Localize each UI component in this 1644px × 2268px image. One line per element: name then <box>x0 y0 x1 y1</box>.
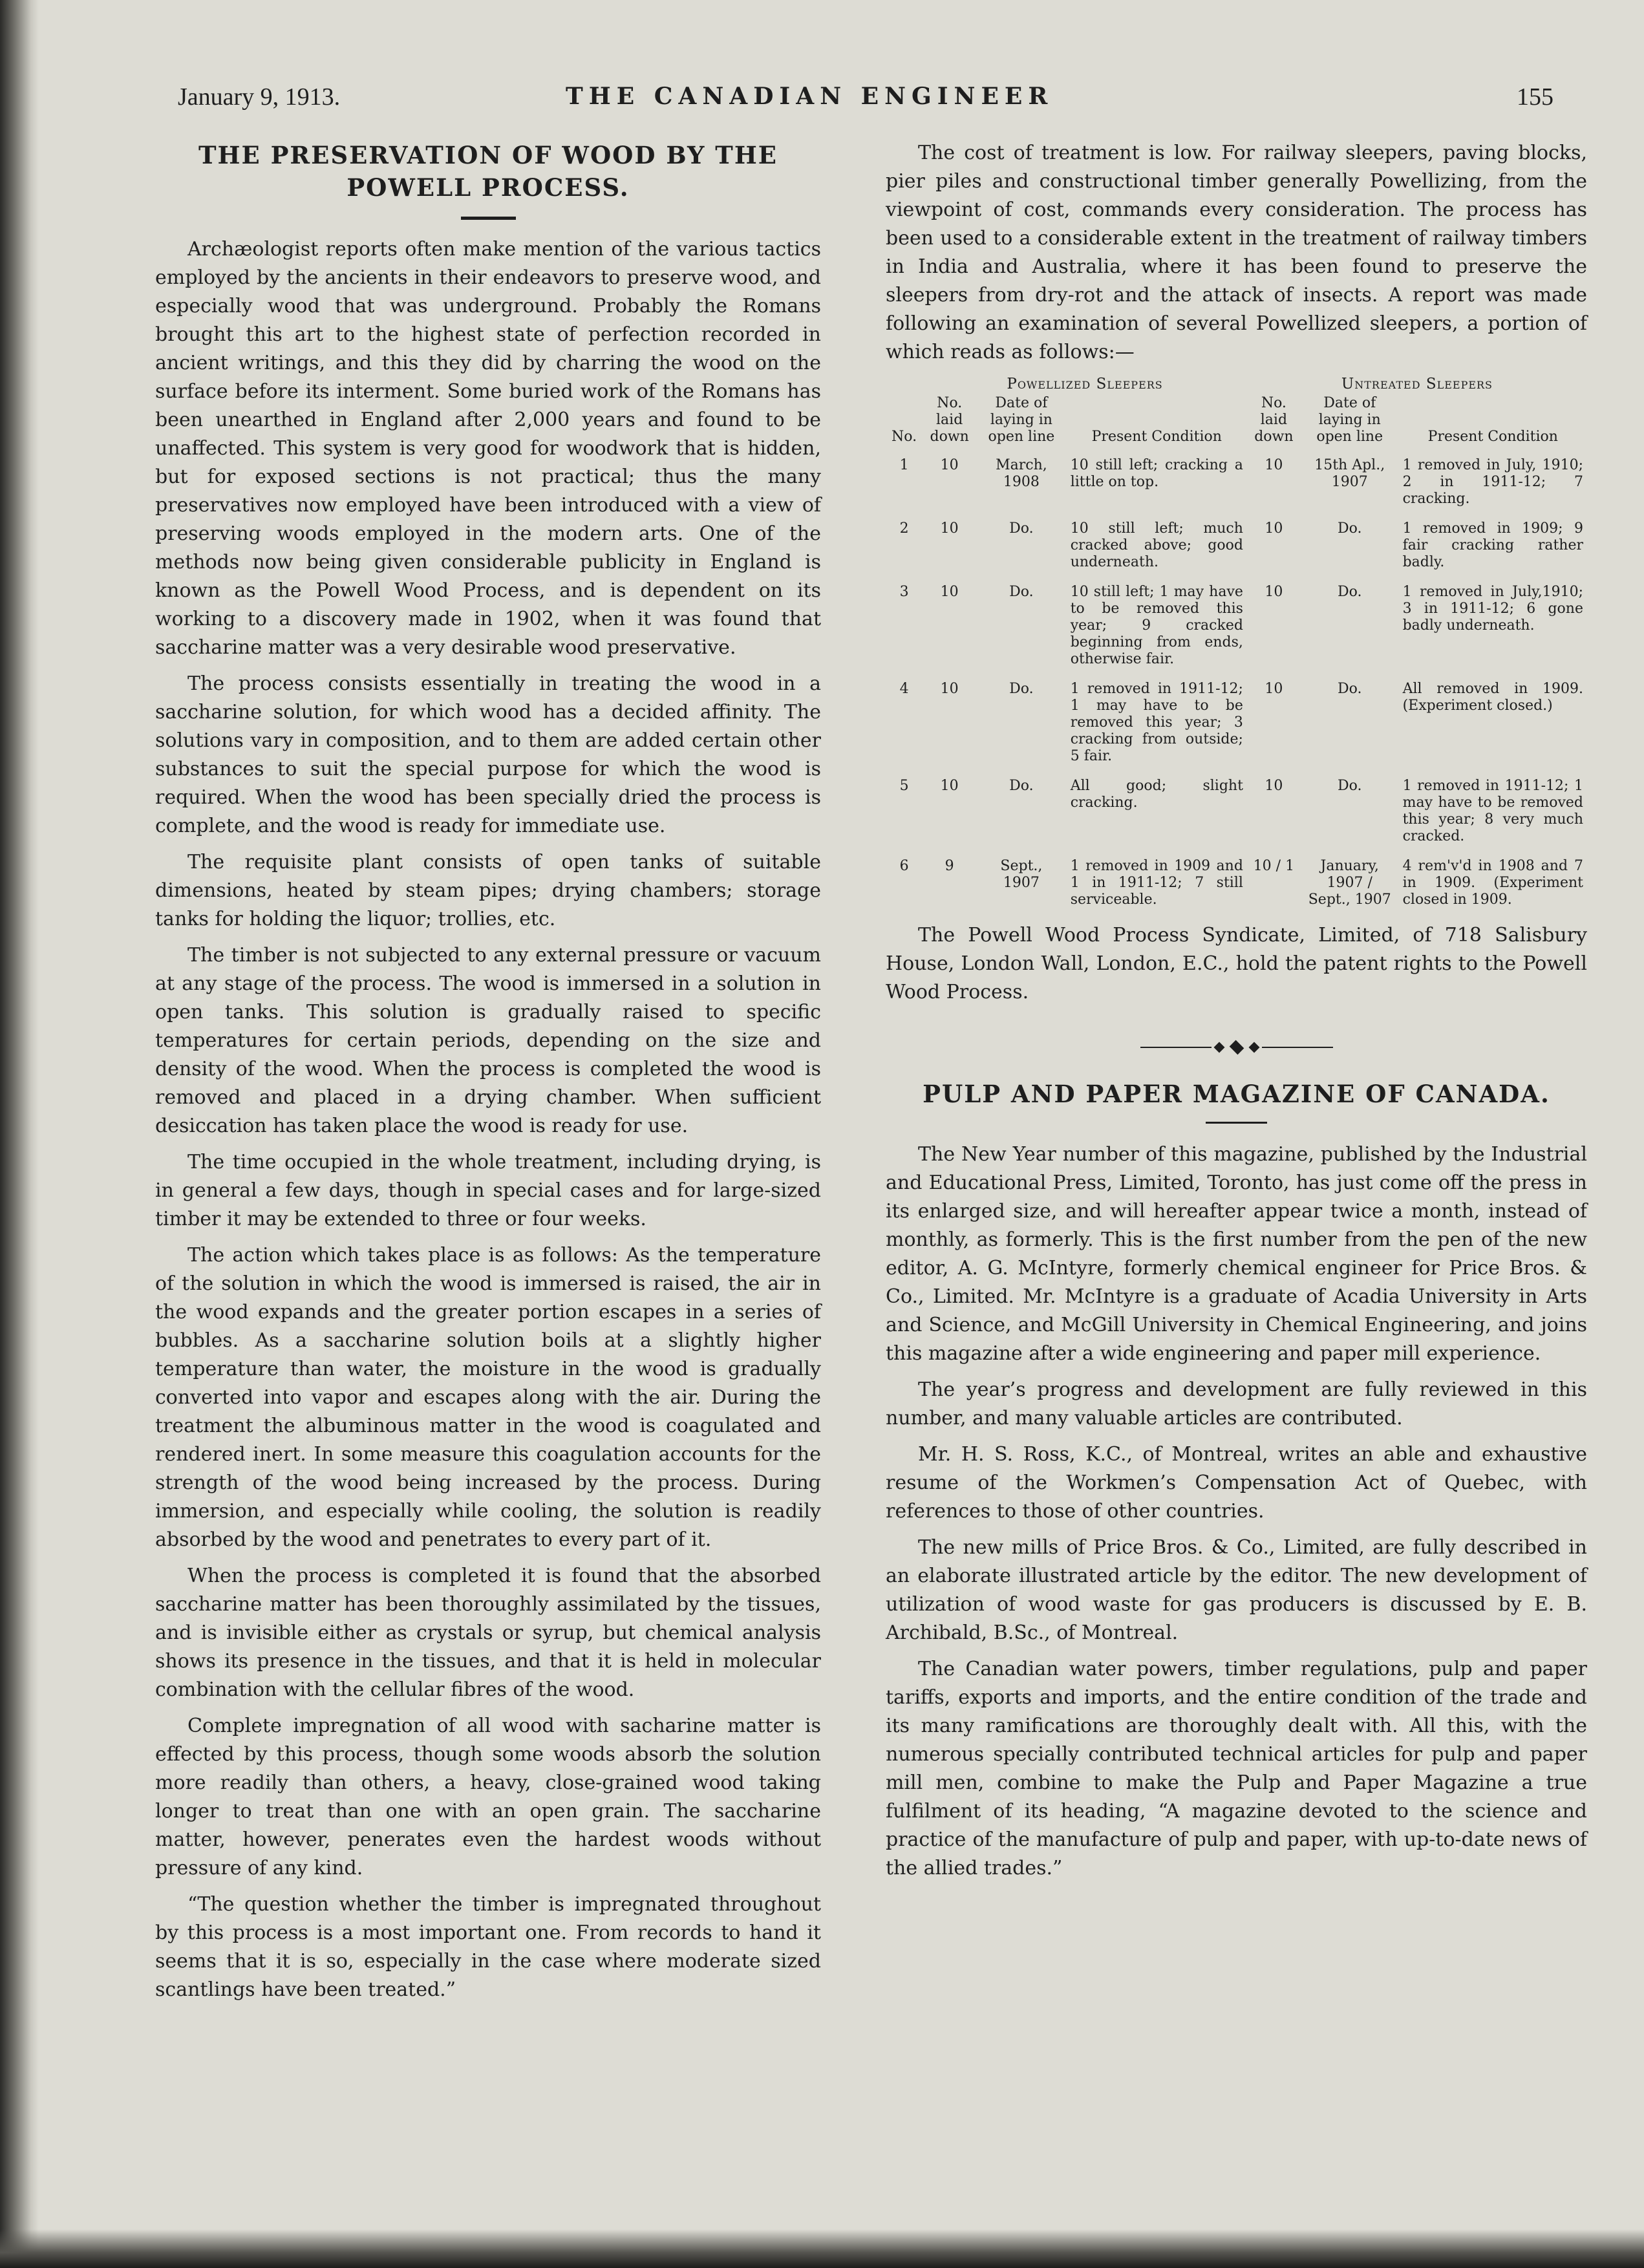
group-header-powellized: Powellized Sleepers <box>1007 376 1163 392</box>
table-cell: 1 removed in 1909; 9 fair cracking rather badly. <box>1402 520 1583 570</box>
table-cell: 3 <box>899 584 909 600</box>
table-row <box>886 851 1587 915</box>
table-cell: 6 <box>899 858 909 874</box>
journal-title: THE CANADIAN ENGINEER <box>566 83 1054 110</box>
table-cell: 9 <box>945 858 954 874</box>
paragraph: The year’s progress and development are fully reviewed in this number, and many valuable articles are contributed. <box>886 1378 1587 1429</box>
column-header: No. laid down <box>930 395 969 445</box>
article-title-line1: THE PRESERVATION OF WOOD BY THE <box>198 141 778 169</box>
table-cell: 10 <box>1265 584 1283 600</box>
table-cell: Do. <box>1337 520 1362 537</box>
table-row <box>886 514 1587 577</box>
paragraph: The timber is not subjected to any external pressure or vacuum at any stage of the process. The wood is immersed in a solution in open tanks. This solution is gradually raised to specific temperatures for certain periods, depending on the size and density of the wood. When the process is completed the wood is removed and placed in a drying chamber. When sufficient desiccation has taken place the wood is ready for use. <box>155 944 821 1137</box>
table-cell: 1 removed in 1909 and 1 in 1911-12; 7 still serviceable. <box>1070 858 1243 908</box>
article-title <box>155 139 821 204</box>
paragraph: Mr. H. S. Ross, K.C., of Montreal, writes an able and exhaustive resume of the Workmen’s Compensation Act of Quebec, with references to those of other countries. <box>886 1443 1587 1523</box>
paragraph: The time occupied in the whole treatment, including drying, is in general a few days, though in special cases and for large-sized timber it may be extended to three or four weeks. <box>155 1151 821 1230</box>
binding-shadow <box>0 0 39 2268</box>
paragraph: The process consists essentially in treating the wood in a saccharine solution, for which wood has a decided affinity. The solutions vary in composition, and to them are added certain other substances to suit the special purpose for which the wood is required. When the wood has been specially dried the process is complete, and the wood is ready for immediate use. <box>155 672 821 837</box>
table-cell: All good; slight cracking. <box>1070 778 1243 811</box>
paragraph: “The question whether the timber is impregnated throughout by this process is a most important one. From records to hand it seems that it is so, especially in the case where moderate sized scantlings have been treated.” <box>155 1893 821 2001</box>
table-cell: 10 <box>1265 681 1283 697</box>
paragraph: Archæologist reports often make mention of the various tactics employed by the ancients in their endeavors to preserve wood, and especially wood that was underground. Probably the Romans brought this art to the highest state of perfection recorded in ancient writings, and this they did by charring the wood on the surface before its interment. Some buried work of the Romans has been unearthed in England after 2,000 years and found to be unaffected. This system is very good for woodwork that is hidden, but for exposed sections is not practical; thus the many preservatives now employed have been introduced with a view of preserving woods employed in the modern arts. One of the methods now being given considerable publicity in England is known as the Powell Wood Process, and is dependent on its working to a discovery made in 1902, when it was found that saccharine matter was a very desirable wood preservative. <box>155 238 821 659</box>
group-header-untreated: Untreated Sleepers <box>1341 376 1493 392</box>
table-cell: Do. <box>1009 520 1034 537</box>
article-title-line2: POWELL PROCESS. <box>347 173 630 202</box>
table-row <box>886 451 1587 514</box>
sleepers-table <box>886 376 1587 915</box>
column-header: Date of laying in open line <box>1316 395 1383 445</box>
paragraph: The requisite plant consists of open tanks of suitable dimensions, heated by steam pipes; drying chambers; storage tanks for holding the liquor; trollies, etc. <box>155 851 821 930</box>
table-cell: 5 <box>899 778 909 794</box>
table-cell: 10 still left; 1 may have to be removed this year; 9 cracked beginning from ends, otherwise fair. <box>1070 584 1243 667</box>
table-cell: January, 1907 / Sept., 1907 <box>1308 858 1391 908</box>
paragraph: The action which takes place is as follows: As the temperature of the solution in which the wood is immersed is raised, the air in the wood expands and the greater portion escapes in a series of bubbles. As a saccharine solution boils at a slightly higher temperature than water, the moisture in the wood is gradually converted into vapor and escapes along with the air. During the treatment the albuminous matter in the wood is coagulated and rendered inert. In some measure this coagulation accounts for the strength of the wood being increased by the process. During immersion, and especially while cooling, the solution is readily absorbed by the wood and penetrates to every part of it. <box>155 1244 821 1551</box>
left-column <box>155 139 821 2012</box>
paragraph: The Powell Wood Process Syndicate, Limited, of 718 Salisbury House, London Wall, London, E.C., hold the patent rights to the Powell Wood Process. <box>886 924 1587 1003</box>
table-cell: Do. <box>1337 584 1362 600</box>
column-header: Present Condition <box>1091 429 1222 445</box>
running-header <box>178 83 1599 122</box>
table-cell: 10 <box>1265 778 1283 794</box>
paragraph: The Canadian water powers, timber regulations, pulp and paper tariffs, exports and imports, and the entire condition of the trade and its many ramifications are thoroughly dealt with. All this, with the numerous specially contributed technical articles for pulp and paper mill men, combine to make the Pulp and Paper Magazine a true fulfilment of its heading, “A magazine devoted to the science and practice of the manufacture of pulp and paper, with up-to-date news of the allied trades.” <box>886 1658 1587 1879</box>
table-row <box>886 674 1587 771</box>
table-cell: 4 rem'v'd in 1908 and 7 in 1909. (Experiment closed in 1909. <box>1402 858 1583 908</box>
table-cell: 10 still left; much cracked above; good underneath. <box>1070 520 1243 570</box>
column-header: No. laid down <box>1254 395 1294 445</box>
paragraph: When the process is completed it is found that the absorbed saccharine matter has been thoroughly assimilated by the tissues, and is invisible either as crystals or syrup, but chemical analysis shows its presence in the tissues, and that it is held in molecular combination with the cellular fibres of the wood. <box>155 1565 821 1701</box>
table-cell: 10 <box>940 520 959 537</box>
table-cell: 10 still left; cracking a little on top. <box>1070 457 1243 490</box>
table-cell: 1 removed in 1911-12; 1 may have to be removed this year; 8 very much cracked. <box>1402 778 1583 844</box>
page-edge-shadow <box>0 2229 1644 2268</box>
table-cell: Do. <box>1337 778 1362 794</box>
table-cell: 10 <box>940 584 959 600</box>
page-number: 155 <box>1517 83 1553 111</box>
table-cell: 15th Apl., 1907 <box>1314 457 1385 490</box>
table-cell: 2 <box>899 520 909 537</box>
table-cell: Sept., 1907 <box>1000 858 1043 891</box>
title-rule <box>461 217 516 220</box>
table-cell: 10 <box>940 778 959 794</box>
issue-date: January 9, 1913. <box>178 83 341 111</box>
table-cell: March, 1908 <box>996 457 1047 490</box>
table-cell: 1 <box>899 457 909 473</box>
paragraph: The New Year number of this magazine, published by the Industrial and Educational Press, Limited, Toronto, has just come off the press in its enlarged size, and will hereafter appear twice a month, instead of monthly, as formerly. This is the first number from the pen of the new editor, A. G. McIntyre, formerly chemical engineer for Price Bros. & Co., Limited. Mr. McIntyre is a graduate of Acadia University in Arts and Science, and McGill University in Chemical Engineering, and joins this magazine after a wide engineering and paper mill experience. <box>886 1143 1587 1365</box>
table-cell: Do. <box>1009 681 1034 697</box>
table-cell: 1 removed in July,1910; 3 in 1911-12; 6 gone badly underneath. <box>1402 584 1583 634</box>
table-cell: All removed in 1909. (Experiment closed.) <box>1402 681 1583 714</box>
section-ornament <box>886 1043 1587 1052</box>
column-header: Present Condition <box>1427 429 1558 445</box>
table-cell: 4 <box>899 681 909 697</box>
table-cell: Do. <box>1009 778 1034 794</box>
column-header: No. <box>891 429 917 445</box>
table-cell: 10 <box>1265 520 1283 537</box>
table-cell: 1 removed in July, 1910; 2 in 1911-12; 7 cracking. <box>1402 457 1583 507</box>
paragraph: The cost of treatment is low. For railway sleepers, paving blocks, pier piles and constructional timber generally Powellizing, from the viewpoint of cost, commands every consideration. The process has been used to a considerable extent in the treatment of railway timbers in India and Australia, where it has been found to preserve the sleepers from dry-rot and the attack of insects. A report was made following an examination of several Powellized sleepers, a portion of which reads as follows:— <box>886 142 1587 363</box>
table-cell: 10 / 1 <box>1253 858 1295 874</box>
table-row <box>886 771 1587 851</box>
table-cell: 10 <box>1265 457 1283 473</box>
paragraph: Complete impregnation of all wood with sacharine matter is effected by this process, though some woods absorb the solution more readily than others, a heavy, close-grained wood taking longer to treat than one with an open grain. The saccharine matter, however, penerates even the hardest woods without pressure of any kind. <box>155 1715 821 1879</box>
article2-title: PULP AND PAPER MAGAZINE OF CANADA. <box>923 1080 1550 1108</box>
table-cell: Do. <box>1337 681 1362 697</box>
title-rule <box>1206 1122 1267 1124</box>
table-row <box>886 577 1587 674</box>
paragraph: The new mills of Price Bros. & Co., Limited, are fully described in an elaborate illustrated article by the editor. The new development of utilization of wood waste for gas producers is discussed by E. B. Archibald, B.Sc., of Montreal. <box>886 1536 1587 1644</box>
table-cell: 10 <box>940 457 959 473</box>
table-cell: 1 removed in 1911-12; 1 may have to be removed this year; 3 cracking from outside; 5 fair. <box>1070 681 1243 764</box>
table-cell: Do. <box>1009 584 1034 600</box>
right-column <box>886 139 1587 1890</box>
table-cell: 10 <box>940 681 959 697</box>
column-header: Date of laying in open line <box>988 395 1055 445</box>
